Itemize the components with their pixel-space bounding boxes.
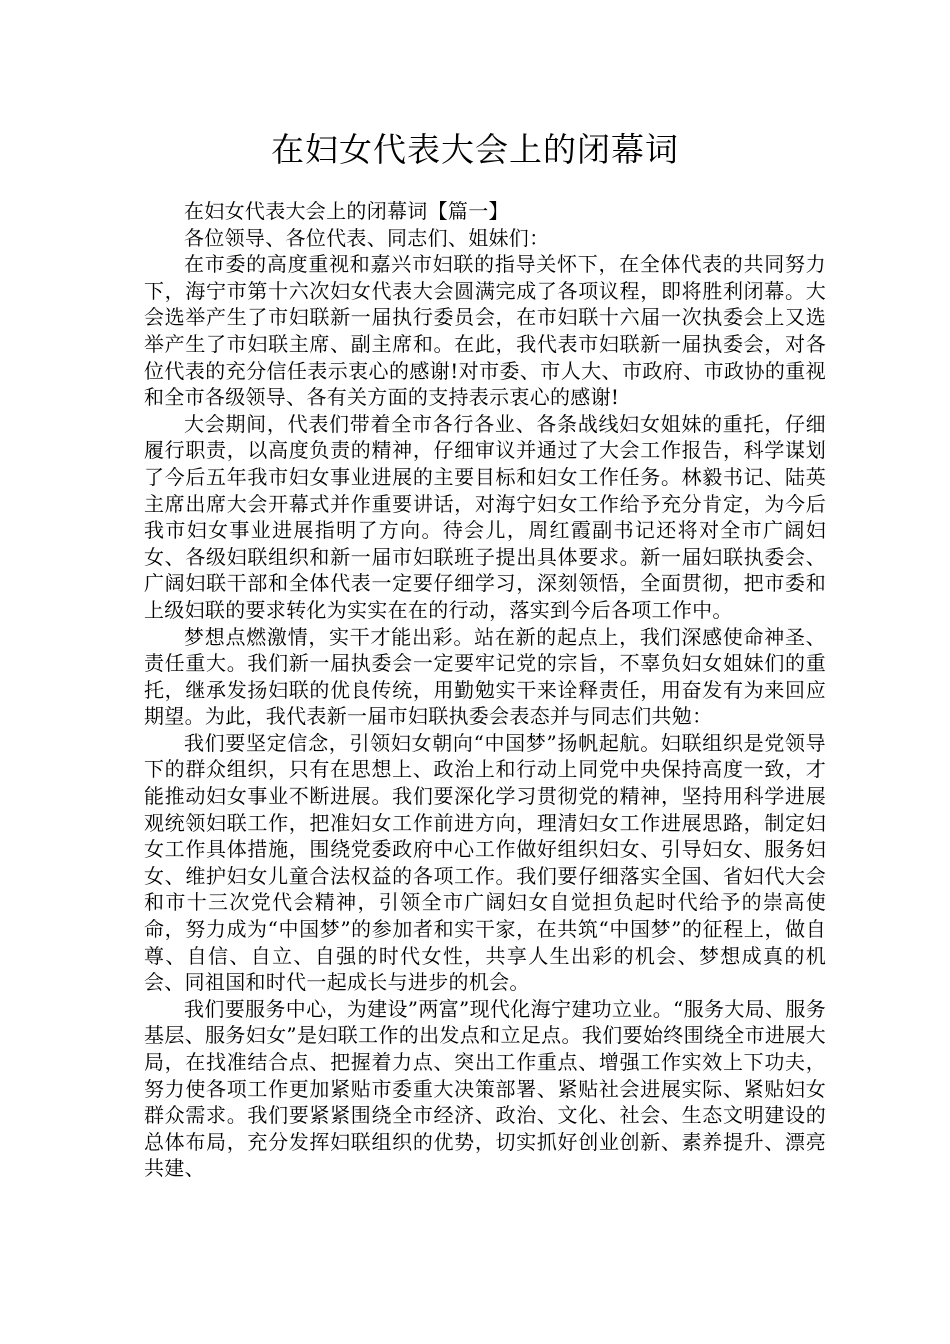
salutation: 各位领导、各位代表、同志们、姐妹们： xyxy=(184,225,550,250)
body-paragraph: 大会期间，代表们带着全市各行各业、各条战线妇女姐妹的重托，仔细履行职责，以高度负责的精神，仔细审议并通过了大会工作报告，科学谋划了今后五年我市妇女事业进展的主要目标和妇女工作任务。林毅书记、陆英主席出席大会开幕式并作重要讲话，对海宁妇女工作给予充分肯定，为今后我市妇女事业进展指明了方向。待会儿，周红霞副书记还将对全市广阔妇女、各级妇联组织和新一届市妇联班子提出具体要求。新一届妇联执委会、广阔妇联干部和全体代表一定要仔细学习，深刻领悟，全面贯彻，把市委和上级妇联的要求转化为实实在在的行动，落实到今后各项工作中。 xyxy=(144,411,826,622)
document-title: 在妇女代表大会上的闭幕词 xyxy=(271,130,679,169)
document-body xyxy=(144,198,826,1182)
body-paragraph: 梦想点燃激情，实干才能出彩。站在新的起点上，我们深感使命神圣、责任重大。我们新一届执委会一定要牢记党的宗旨，不辜负妇女姐妹们的重托，继承发扬妇联的优良传统，用勤勉实干来诠释责任，用奋发有为来回应期望。为此，我代表新一届市妇联执委会表态并与同志们共勉： xyxy=(144,624,826,729)
section-heading: 在妇女代表大会上的闭幕词【篇一】 xyxy=(184,199,509,223)
body-paragraph: 在市委的高度重视和嘉兴市妇联的指导关怀下，在全体代表的共同努力下，海宁市第十六次妇女代表大会圆满完成了各项议程，即将胜利闭幕。大会选举产生了市妇联新一届执行委员会，在市妇联十六届一次执委会上又选举产生了市妇联主席、副主席和。在此，我代表市妇联新一届执委会，对各位代表的充分信任表示衷心的感谢!对市委、市人大、市政府、市政协的重视和全市各级领导、各有关方面的支持表示衷心的感谢! xyxy=(144,252,826,410)
body-paragraph: 我们要服务中心，为建设”两富”现代化海宁建功立业。“服务大局、服务基层、服务妇女”是妇联工作的出发点和立足点。我们要始终围绕全市进展大局，在找准结合点、把握着力点、突出工作重点、增强工作实效上下功夫，努力使各项工作更加紧贴市委重大决策部署、紧贴社会进展实际、紧贴妇女群众需求。我们要紧紧围绕全市经济、政治、文化、社会、生态文明建设的总体布局，充分发挥妇联组织的优势，切实抓好创业创新、素养提升、漂亮共建、 xyxy=(144,996,826,1181)
body-paragraph: 我们要坚定信念，引领妇女朝向“中国梦”扬帆起航。妇联组织是党领导下的群众组织，只有在思想上、政治上和行动上同党中央保持高度一致，才能推动妇女事业不断进展。我们要深化学习贯彻党的精神，坚持用科学进展观统领妇联工作，把准妇女工作前进方向，理清妇女工作进展思路，制定妇女工作具体措施，围绕党委政府中心工作做好组织妇女、引导妇女、服务妇女、维护妇女儿童合法权益的各项工作。我们要仔细落实全国、省妇代大会和市十三次党代会精神，引领全市广阔妇女自觉担负起时代给予的崇高使命，努力成为“中国梦”的参加者和实干家，在共筑“中国梦”的征程上，做自尊、自信、自立、自强的时代女性，共享人生出彩的机会、梦想成真的机会、同祖国和时代一起成长与进步的机会。 xyxy=(144,730,826,995)
